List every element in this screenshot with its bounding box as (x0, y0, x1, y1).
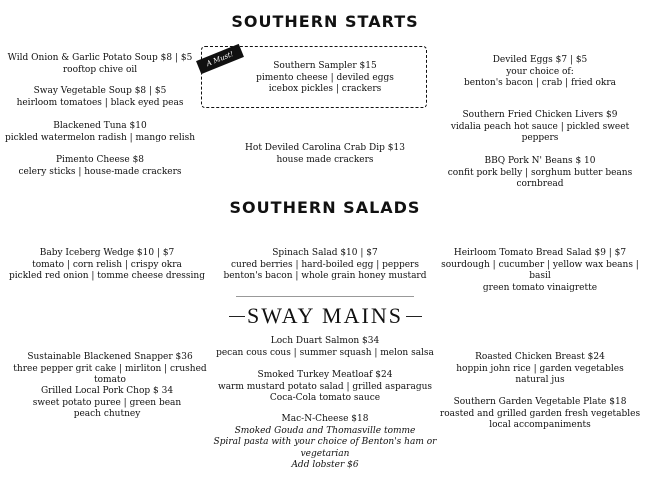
menu-item (0, 121, 200, 144)
item-name: Blackened Tuna $10 (53, 121, 147, 131)
item-desc: vegetarian (300, 448, 350, 459)
item-name: Loch Duart Salmon $34 (270, 336, 380, 346)
menu-item (440, 55, 640, 90)
item-desc: your choice of: (506, 66, 574, 77)
item-name: Southern Garden Vegetable Plate $18 (453, 397, 627, 407)
item-desc: peach chutney (73, 409, 141, 419)
menu-item (205, 143, 445, 166)
item-name: BBQ Pork N' Beans $ 10 (484, 156, 596, 166)
item-desc: heirloom tomatoes | black eyed peas (16, 97, 184, 108)
menu-item (430, 397, 650, 432)
item-desc: cornbread (516, 179, 564, 189)
item-name: Baby Iceberg Wedge $10 | $7 (39, 248, 175, 258)
menu-item (0, 352, 220, 387)
menu-item (430, 110, 650, 145)
item-desc: Add lobster $6 (291, 460, 359, 470)
must-badge: A Must! (196, 44, 244, 74)
item-desc: pecan cous cous | summer squash | melon salsa (216, 347, 434, 358)
item-desc: hoppin john rice | garden vegetables (456, 363, 624, 374)
item-desc: icebox pickles | crackers (268, 84, 382, 94)
item-desc: benton's bacon | whole grain honey mustard (223, 271, 427, 281)
item-name: Southern Sampler $15 (273, 61, 377, 71)
item-name: Sway Vegetable Soup $8 | $5 (33, 86, 167, 96)
item-desc: tomato | corn relish | crispy okra (32, 259, 182, 270)
item-desc: peppers (521, 133, 559, 143)
item-desc: local accompaniments (489, 420, 591, 430)
item-name: Deviled Eggs $7 | $5 (492, 55, 588, 65)
item-desc: pimento cheese | deviled eggs (256, 72, 394, 83)
item-desc: Smoked Gouda and Thomasville tomme (234, 425, 416, 436)
item-name: Southern Fried Chicken Livers $9 (462, 110, 618, 120)
menu-item (212, 414, 438, 472)
item-desc: natural jus (515, 375, 565, 385)
menu-item (0, 248, 214, 283)
item-name: Heirloom Tomato Bread Salad $9 | $7 (453, 248, 627, 258)
item-name: Sustainable Blackened Snapper $36 (27, 352, 193, 362)
item-desc: Coca-Cola tomato sauce (269, 393, 381, 403)
item-name: Hot Deviled Carolina Crab Dip $13 (245, 143, 405, 153)
item-name: Spinach Salad $10 | $7 (272, 248, 378, 258)
menu-item (430, 156, 650, 191)
menu-item (215, 248, 435, 283)
title-dash-right (406, 316, 422, 317)
menu-item (430, 352, 650, 387)
item-desc: three pepper grit cake | mirliton | crushed tomato (13, 363, 207, 385)
item-desc: green tomato vinaigrette (482, 282, 598, 293)
item-desc: benton's bacon | crab | fried okra (463, 78, 617, 88)
item-name: Grilled Local Pork Chop $ 34 (40, 386, 174, 396)
item-desc: house made crackers (276, 154, 374, 165)
section-title-starts: SOUTHERN STARTS (231, 12, 419, 31)
item-desc: rooftop chive oil (62, 64, 138, 75)
menu-item (0, 386, 214, 421)
item-desc: sourdough | cucumber | yellow wax beans | basil (441, 259, 639, 281)
item-name: Smoked Turkey Meatloaf $24 (257, 370, 393, 380)
item-name: Wild Onion & Garlic Potato Soup $8 | $5 (7, 53, 193, 63)
item-desc: Spiral pasta with your choice of Benton's ham or (213, 437, 437, 447)
item-desc: sweet potato puree | green bean (32, 397, 182, 408)
item-desc: vidalia peach hot sauce | pickled sweet (450, 121, 630, 132)
menu-item (212, 370, 438, 405)
menu-item (430, 248, 650, 294)
item-name: Roasted Chicken Breast $24 (475, 352, 605, 362)
item-desc: roasted and grilled garden fresh vegetables (439, 408, 641, 419)
item-desc: pickled watermelon radish | mango relish (4, 132, 196, 143)
item-desc: cured berries | hard-boiled egg | peppers (231, 259, 419, 270)
item-name: Pimento Cheese $8 (55, 155, 145, 165)
item-desc: confit pork belly | sorghum butter beans (447, 167, 633, 178)
menu-item (215, 61, 435, 96)
item-desc: celery sticks | house-made crackers (18, 166, 182, 177)
menu-item (212, 336, 438, 359)
section-title-mains: SWAY MAINS (247, 303, 403, 328)
menu-item (0, 53, 200, 76)
item-name: Mac-N-Cheese $18 (281, 414, 369, 424)
menu-item (0, 86, 200, 109)
menu-item (0, 155, 200, 178)
divider-rule (236, 296, 414, 297)
section-title-salads: SOUTHERN SALADS (229, 198, 421, 217)
item-desc: pickled red onion | tomme cheese dressing (9, 271, 205, 281)
item-desc: warm mustard potato salad | grilled asparagus (217, 381, 433, 392)
